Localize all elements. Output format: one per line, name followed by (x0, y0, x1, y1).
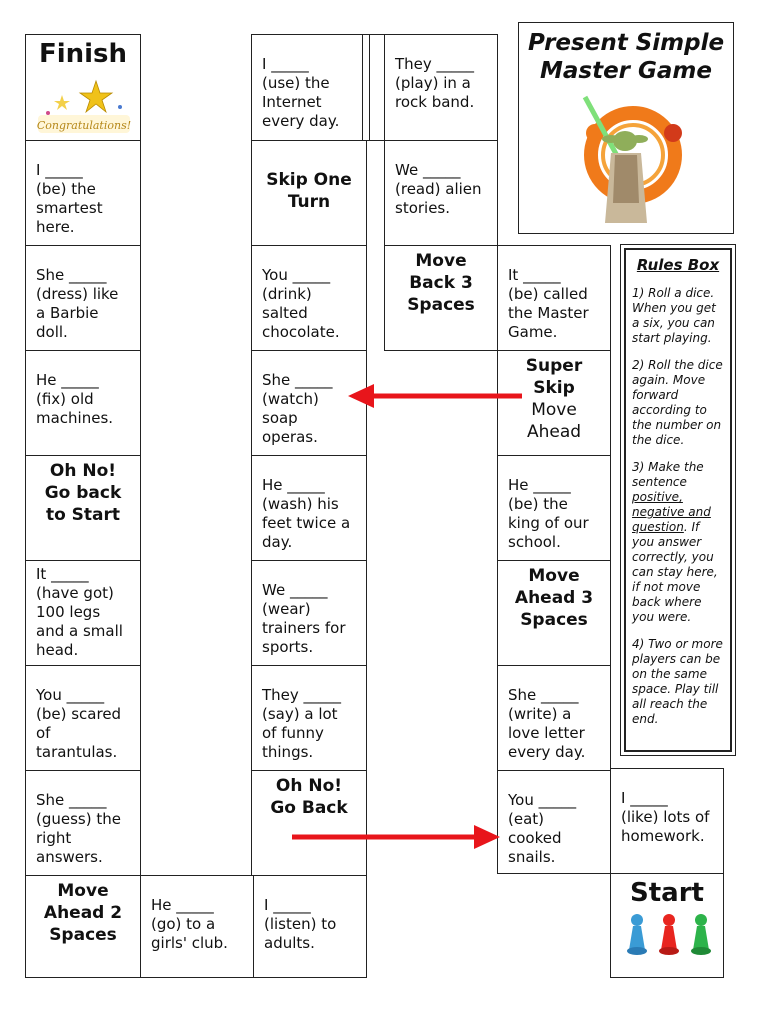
board-space (251, 245, 367, 351)
space-text: He _____ (be) the king of our school. (508, 476, 589, 551)
board-space (497, 770, 611, 874)
finish-cell (25, 34, 141, 141)
space-text: Move Back 3 Spaces (407, 251, 475, 315)
red-pawn-icon (659, 914, 679, 955)
rule-3-underlined: positive, negative and question (632, 490, 711, 534)
space-text: He _____ (go) to a girls' club. (151, 896, 228, 952)
space-text: He _____ (wash) his feet twice a day. (262, 476, 351, 551)
board-space (251, 665, 367, 771)
space-text: Skip One Turn (266, 170, 352, 212)
space-text: Move Ahead 2 Spaces (43, 881, 123, 945)
rule-2: 2) Roll the dice again. Move forward according to the number on the dice. (632, 358, 723, 447)
space-text: You _____ (drink) salted chocolate. (262, 266, 340, 341)
board-space (497, 665, 611, 771)
space-text: I _____ (use) the Internet every day. (262, 55, 340, 130)
board-space (497, 245, 611, 351)
bonus-space (497, 560, 611, 666)
board-space (610, 768, 724, 874)
space-text: She _____ (guess) the right answers. (36, 791, 121, 866)
arrow-right-icon (292, 823, 500, 851)
penalty-space (25, 455, 141, 561)
rules-title: Rules Box (636, 256, 720, 274)
space-text: She _____ (write) a love letter every day. (508, 686, 586, 761)
start-label: Start (630, 878, 704, 908)
connector-line (369, 35, 370, 140)
board-space (25, 770, 141, 876)
board-space (25, 350, 141, 456)
connector (362, 34, 386, 141)
space-text: She _____ (dress) like a Barbie doll. (36, 266, 119, 341)
rules-inner (624, 248, 732, 752)
board-space (497, 455, 611, 561)
penalty-space (384, 245, 498, 351)
blue-pawn-icon (627, 914, 647, 955)
rule-3-pre: 3) Make the sentence (632, 460, 704, 489)
space-text: I _____ (like) lots of homework. (621, 789, 710, 845)
board-space (25, 140, 141, 246)
rule-3 (632, 460, 724, 625)
space-text: It _____ (have got) 100 legs and a small head. (36, 565, 123, 659)
space-text: You _____ (be) scared of tarantulas. (36, 686, 122, 761)
arrow-left-icon (348, 382, 522, 410)
board-space (25, 245, 141, 351)
super-skip-subtitle: Move Ahead (526, 400, 582, 442)
space-text: Move Ahead 3 Spaces (514, 566, 594, 630)
space-text: Oh No! Go Back (270, 776, 348, 818)
game-title: Present Simple Master Game (527, 30, 725, 84)
title-box (518, 22, 734, 234)
space-text: You _____ (eat) cooked snails. (508, 791, 577, 866)
space-text: We _____ (wear) trainers for sports. (262, 581, 346, 656)
rule-1: 1) Roll a dice. When you get a six, you can start playing. (632, 286, 716, 345)
space-text: They _____ (play) in a rock band. (395, 55, 475, 111)
game-pieces-icon (621, 910, 717, 960)
super-skip-title: Super Skip (525, 356, 583, 398)
space-text: We _____ (read) alien stories. (395, 161, 482, 217)
yoda-logo-image (575, 93, 685, 228)
green-pawn-icon (691, 914, 711, 955)
congratulations-banner: Congratulations! (36, 119, 132, 132)
rule-3-post: . If you answer correctly, you can stay here, if not move back where you were. (632, 520, 718, 624)
board-space (384, 34, 498, 141)
space-text: He _____ (fix) old machines. (36, 371, 114, 427)
space-text: She _____ (watch) soap operas. (262, 371, 333, 446)
board-space (251, 560, 367, 666)
board-space (25, 560, 141, 666)
congratulations-image (34, 79, 134, 135)
rule-4: 4) Two or more players can be on the same space. Play till all reach the end. (632, 637, 723, 726)
space-text: I _____ (be) the smartest here. (36, 161, 103, 236)
rules-box (620, 244, 736, 756)
board-space (140, 875, 254, 978)
space-text: It _____ (be) called the Master Game. (508, 266, 589, 341)
bonus-space (25, 875, 141, 978)
finish-label: Finish (38, 39, 128, 69)
board-space (253, 875, 367, 978)
space-text: I _____ (listen) to adults. (264, 896, 337, 952)
start-cell (610, 873, 724, 978)
board-space (251, 455, 367, 561)
space-text: Oh No! Go back to Start (44, 461, 122, 525)
skip-space (251, 140, 367, 246)
board-space (25, 665, 141, 771)
board-space (384, 140, 498, 246)
board-space (251, 34, 367, 141)
space-text: They _____ (say) a lot of funny things. (262, 686, 342, 761)
